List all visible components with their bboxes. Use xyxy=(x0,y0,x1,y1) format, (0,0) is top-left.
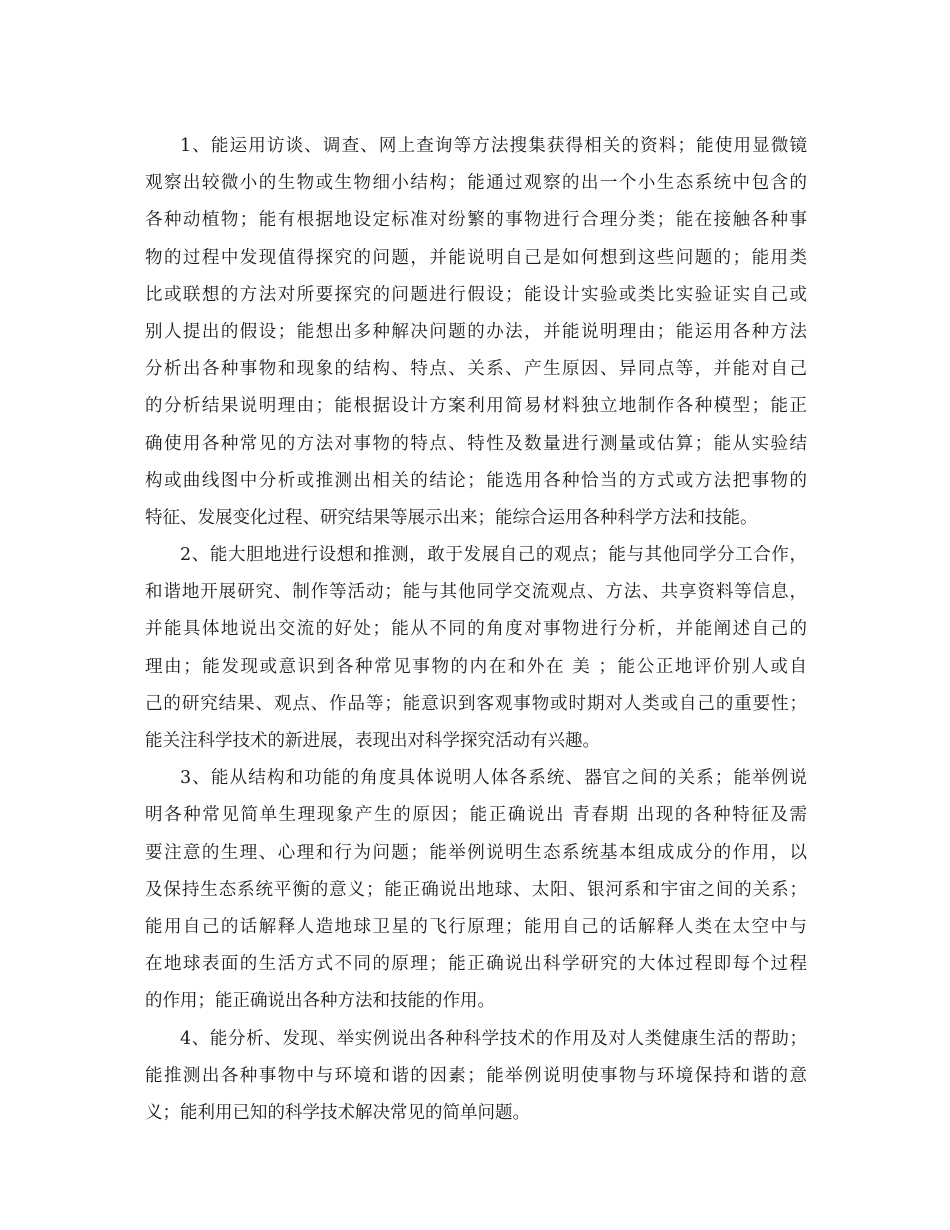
paragraph-line: 义；能利用已知的科学技术解决常见的简单问题。 xyxy=(145,1102,530,1123)
paragraph-line: 在地球表面的生活方式不同的原理；能正确说出科学研究的大体过程即每个过程 xyxy=(145,954,807,975)
paragraph-1 xyxy=(145,128,807,537)
paragraph-2 xyxy=(145,537,807,760)
paragraph-line: 分析出各种事物和现象的结构、特点、关系、产生原因、异同点等，并能对自己 xyxy=(145,359,807,380)
paragraph-line: 2、能大胆地进行设想和推测，敢于发展自己的观点；能与其他同学分工合作， xyxy=(180,545,807,566)
paragraph-line: 特征、发展变化过程、研究结果等展示出来；能综合运用各种科学方法和技能。 xyxy=(145,507,758,528)
paragraph-line: 4、能分析、发现、举实例说出各种科学技术的作用及对人类健康生活的帮助； xyxy=(180,1028,807,1049)
paragraph-line: 并能具体地说出交流的好处；能从不同的角度对事物进行分析，并能阐述自己的 xyxy=(145,619,807,640)
paragraph-line: 1、能运用访谈、调查、网上查询等方法搜集获得相关的资料；能使用显微镜 xyxy=(180,136,807,156)
paragraph-line: 的作用；能正确说出各种方法和技能的作用。 xyxy=(145,991,495,1012)
paragraph-line: 和谐地开展研究、制作等活动；能与其他同学交流观点、方法、共享资料等信息， xyxy=(145,582,807,603)
paragraph-line: 物的过程中发现值得探究的问题，并能说明自己是如何想到这些问题的；能用类 xyxy=(145,247,807,268)
paragraph-line: 明各种常见简单生理现象产生的原因；能正确说出 青春期 出现的各种特征及需 xyxy=(145,805,807,826)
paragraph-line: 理由；能发现或意识到各种常见事物的内在和外在 美 ；能公正地评价别人或自 xyxy=(145,656,807,677)
paragraph-line: 3、能从结构和功能的角度具体说明人体各系统、器官之间的关系；能举例说 xyxy=(180,768,807,789)
paragraph-4 xyxy=(145,1021,807,1133)
paragraph-line: 别人提出的假设；能想出多种解决问题的办法，并能说明理由；能运用各种方法 xyxy=(145,321,807,342)
paragraph-line: 的分析结果说明理由；能根据设计方案利用简易材料独立地制作各种模型；能正 xyxy=(145,396,807,417)
paragraph-3 xyxy=(145,760,807,1020)
paragraph-line: 构或曲线图中分析或推测出相关的结论；能选用各种恰当的方式或方法把事物的 xyxy=(145,470,807,491)
paragraph-line: 己的研究结果、观点、作品等；能意识到客观事物或时期对人类或自己的重要性； xyxy=(145,693,807,714)
paragraph-line: 能关注科学技术的新进展，表现出对科学探究活动有兴趣。 xyxy=(145,731,600,751)
paragraph-line: 要注意的生理、心理和行为问题；能举例说明生态系统基本组成成分的作用，以 xyxy=(145,842,807,863)
paragraph-line: 确使用各种常见的方法对事物的特点、特性及数量进行测量或估算；能从实验结 xyxy=(145,433,807,454)
paragraph-line: 能推测出各种事物中与环境和谐的因素；能举例说明使事物与环境保持和谐的意 xyxy=(145,1065,807,1086)
paragraph-line: 各种动植物；能有根据地设定标准对纷繁的事物进行合理分类；能在接触各种事 xyxy=(145,210,807,231)
paragraph-line: 观察出较微小的生物或生物细小结构；能通过观察的出一个小生态系统中包含的 xyxy=(145,173,807,194)
paragraph-line: 能用自己的话解释人造地球卫星的飞行原理；能用自己的话解释人类在太空中与 xyxy=(145,916,807,937)
document-body xyxy=(145,128,807,1132)
paragraph-line: 比或联想的方法对所要探究的问题进行假设；能设计实验或类比实验证实自己或 xyxy=(145,284,807,305)
paragraph-line: 及保持生态系统平衡的意义；能正确说出地球、太阳、银河系和宇宙之间的关系； xyxy=(145,879,807,900)
